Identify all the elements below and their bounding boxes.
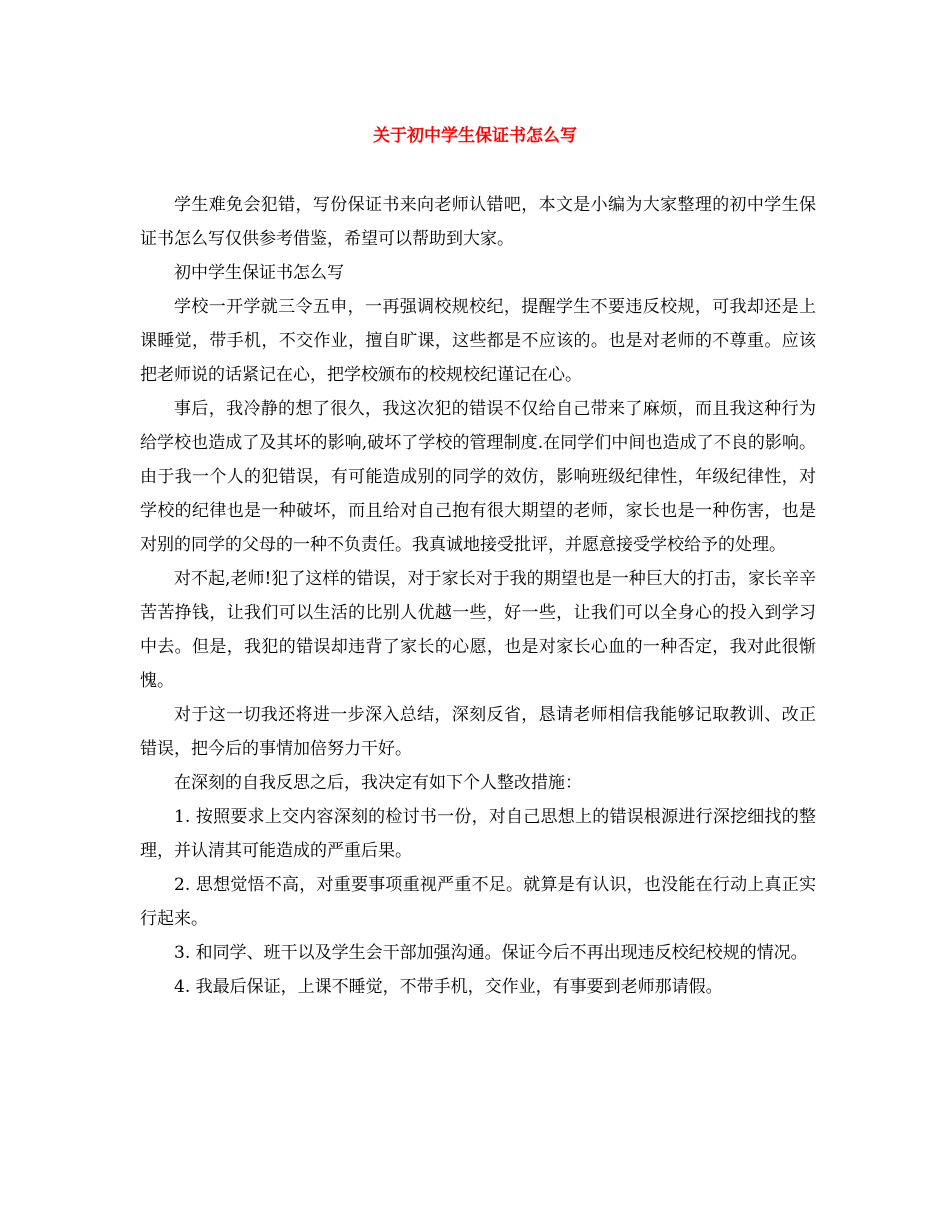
paragraph-promise: 对于这一切我还将进一步深入总结，深刻反省，恳请老师相信我能够记取教训、改正错误，把今后的事情加倍努力干好。 [140, 705, 816, 759]
document-title: 关于初中学生保证书怎么写 [373, 126, 577, 146]
paragraph-school-rules: 学校一开学就三令五申，一再强调校规校纪，提醒学生不要违反校规，可我却还是上课睡觉，带手机，不交作业，擅自旷课，这些都是不应该的。也是对老师的不尊重。应该把老师说的话紧记在心，把学校颁布的校规校纪谨记在心。 [140, 297, 816, 385]
list-item-measure-4: 4. 我最后保证，上课不睡觉，不带手机，交作业，有事要到老师那请假。 [174, 977, 723, 997]
paragraph-intro: 学生难免会犯错，写份保证书来向老师认错吧，本文是小编为大家整理的初中学生保证书怎么写仅供参考借鉴，希望可以帮助到大家。 [140, 195, 816, 249]
paragraph-apology: 对不起,老师!犯了这样的错误，对于家长对于我的期望也是一种巨大的打击，家长辛辛苦苦挣钱，让我们可以生活的比别人优越一些，好一些，让我们可以全身心的投入到学习中去。但是，我犯的错误却违背了家长的心愿，也是对家长心血的一种否定，我对此很惭愧。 [140, 569, 816, 691]
paragraph-reflection: 事后，我冷静的想了很久，我这次犯的错误不仅给自己带来了麻烦，而且我这种行为给学校也造成了及其坏的影响,破坏了学校的管理制度.在同学们中间也造成了不良的影响。由于我一个人的犯错误，有可能造成别的同学的效仿，影响班级纪律性，年级纪律性，对学校的纪律也是一种破坏，而且给对自己抱有很大期望的老师，家长也是一种伤害，也是对别的同学的父母的一种不负责任。我真诚地接受批评，并愿意接受学校给予的处理。 [140, 399, 816, 555]
list-item-measure-3: 3. 和同学、班干以及学生会干部加强沟通。保证今后不再出现违反校纪校规的情况。 [174, 943, 808, 963]
paragraph-measures-intro: 在深刻的自我反思之后，我决定有如下个人整改措施： [174, 773, 582, 793]
list-item-measure-1: 1. 按照要求上交内容深刻的检讨书一份，对自己思想上的错误根源进行深挖细找的整理，并认清其可能造成的严重后果。 [140, 807, 816, 861]
document-body [140, 188, 816, 1004]
paragraph-subtitle: 初中学生保证书怎么写 [174, 263, 344, 283]
list-item-measure-2: 2. 思想觉悟不高，对重要事项重视严重不足。就算是有认识，也没能在行动上真正实行起来。 [140, 875, 816, 929]
